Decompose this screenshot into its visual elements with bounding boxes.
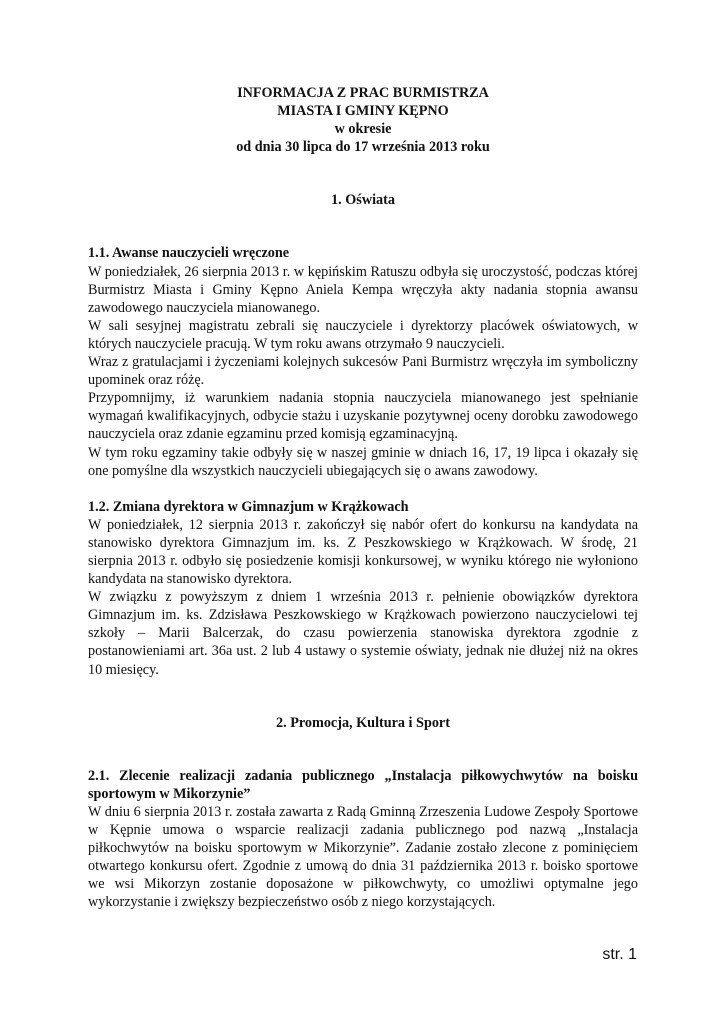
chapter-1-title: 1. Oświata bbox=[331, 192, 395, 209]
section-1-1 bbox=[88, 244, 638, 479]
header-period-label: w okresie bbox=[334, 121, 392, 138]
paragraph: W związku z powyższym z dniem 1 września 2013 r. pełnienie obowiązków dyrektora Gimnazjum im. ks. Zdzisława Peszkowskiego w Krążkowach powierzono nauczycielowi tej szkoły – Marii Balcerzak, do czasu powierzenia stanowiska dyrektora zgodnie z postanowieniami art. 36a ust. 2 lub 4 ustawy o systemie oświaty, jednak nie dłużej niż na okres 10 miesięcy. bbox=[88, 589, 638, 678]
header-date-range: od dnia 30 lipca do 17 września 2013 roku bbox=[236, 139, 490, 156]
paragraph: W tym roku egzaminy takie odbyły się w naszej gminie w dniach 16, 17, 19 lipca i okazały się one pomyślne dla wszystkich nauczycieli ubiegających się o awans zawodowy. bbox=[88, 444, 638, 479]
page-number: str. 1 bbox=[602, 946, 637, 963]
paragraph: Przypomnijmy, iż warunkiem nadania stopnia nauczyciela mianowanego jest spełnianie wymagań kwalifikacyjnych, odbycie stażu i uzyskanie pozytywnej oceny dorobku zawodowego nauczyciela oraz zdanie egzaminu przed komisją egzaminacyjną. bbox=[88, 390, 638, 443]
section-2-1 bbox=[88, 767, 638, 912]
section-1-2-heading: 1.2. Zmiana dyrektora w Gimnazjum w Krążkowach bbox=[88, 498, 409, 515]
paragraph: W dniu 6 sierpnia 2013 r. została zawarta z Radą Gminną Zrzeszenia Ludowe Zespoły Sportowe w Kępnie umowa o wsparcie realizacji zadania publicznego pod nazwą „Instalacja piłkochwytów na boisku sportowym w Mikorzynie”. Zadanie zostało zlecone z pominięciem otwartego konkursu ofert. Zgodnie z umową do dnia 31 października 2013 r. boisko sportowe we wsi Mikorzyn zostanie doposażone w piłkowchwyty, co umożliwi optymalne jego wykorzystanie i zwiększy bezpieczeństwo osób z niego korzystających. bbox=[88, 803, 638, 911]
header-title-line1: INFORMACJA Z PRAC BURMISTRZA bbox=[237, 85, 489, 101]
document-header bbox=[88, 84, 638, 156]
paragraph: Wraz z gratulacjami i życzeniami kolejnych sukcesów Pani Burmistrz wręczyła im symboliczny upominek oraz różę. bbox=[88, 354, 638, 389]
paragraph: W poniedziałek, 26 sierpnia 2013 r. w kępińskim Ratuszu odbyła się uroczystość, podczas której Burmistrz Miasta i Gminy Kępno Aniela Kempa wręczyła akty nadania stopnia awansu zawodowego nauczyciela mianowanego. bbox=[88, 263, 638, 316]
chapter-2-title: 2. Promocja, Kultura i Sport bbox=[276, 714, 450, 731]
section-1-2 bbox=[88, 498, 638, 679]
document-body bbox=[88, 84, 638, 929]
paragraph: W sali sesyjnej magistratu zebrali się nauczyciele i dyrektorzy placówek oświatowych, w których nauczyciele pracują. W tym roku awans otrzymało 9 nauczycieli. bbox=[88, 317, 638, 352]
paragraph: W poniedziałek, 12 sierpnia 2013 r. zakończył się nabór ofert do konkursu na kandydata na stanowisko dyrektora Gimnazjum im. ks. Z Peszkowskiego w Krążkowach. W środę, 21 sierpnia 2013 r. odbyło się posiedzenie komisji konkursowej, w wyniku którego nie wyłoniono kandydata na stanowisko dyrektora. bbox=[88, 516, 638, 588]
header-title-line2: MIASTA I GMINY KĘPNO bbox=[277, 103, 449, 120]
section-1-1-heading: 1.1. Awanse nauczycieli wręczone bbox=[88, 245, 290, 262]
section-2-1-heading: 2.1. Zlecenie realizacji zadania publicznego „Instalacja piłkowychwytów na boisku sportowym w Mikorzynie” bbox=[88, 767, 638, 802]
